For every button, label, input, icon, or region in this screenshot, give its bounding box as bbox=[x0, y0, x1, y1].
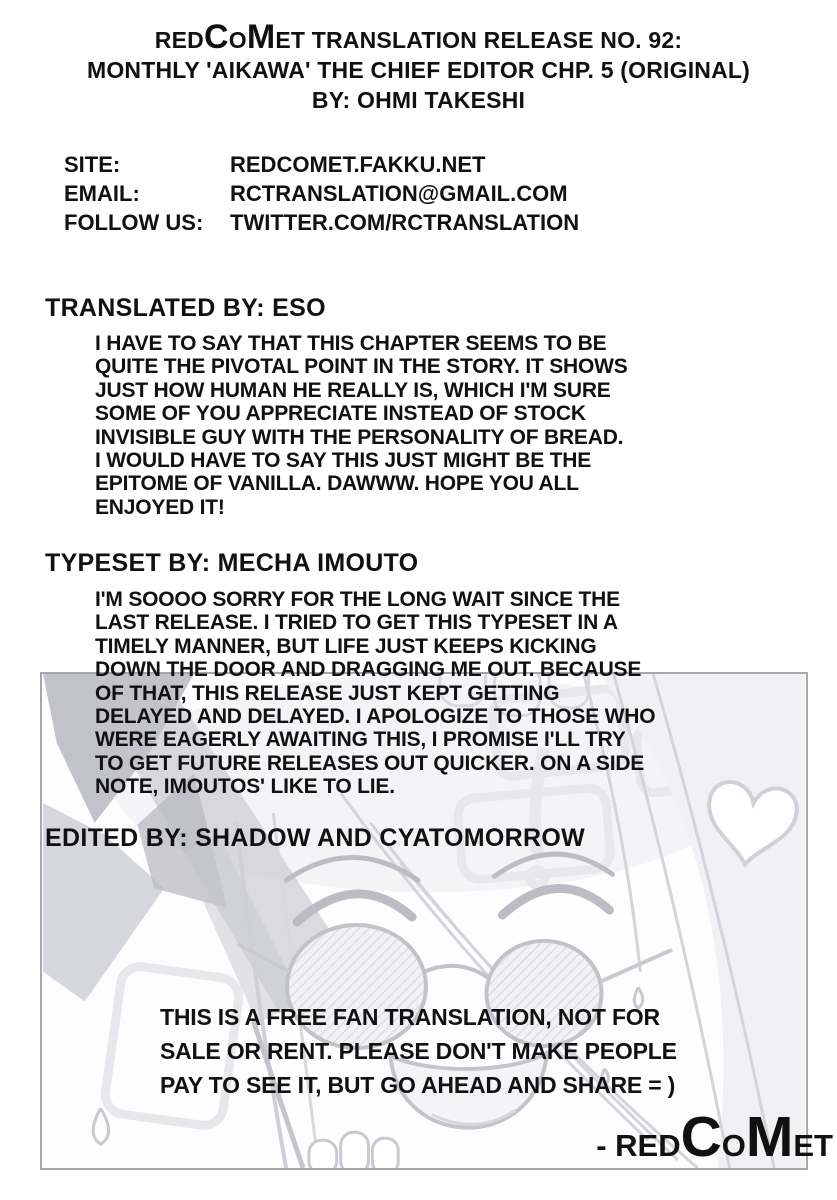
note-line: ENJOYED IT! bbox=[95, 495, 225, 519]
note-line: TO GET FUTURE RELEASES OUT QUICKER. ON A SIDE bbox=[95, 751, 645, 775]
contact-row-site bbox=[64, 150, 579, 179]
note-line: LAST RELEASE. I TRIED TO GET THIS TYPESET IN A bbox=[95, 611, 618, 635]
notice-line: SALE OR RENT. PLEASE DON'T MAKE PEOPLE bbox=[160, 1038, 677, 1064]
note-line: NOTE, IMOUTOS' LIKE TO LIE. bbox=[95, 775, 395, 799]
note-line: WERE EAGERLY AWAITING THIS, I PROMISE I'LL TRY bbox=[95, 728, 626, 752]
release-title-rest: TRANSLATION RELEASE NO. 92: bbox=[305, 27, 683, 53]
series-title-line: MONTHLY 'AIKAWA' THE CHIEF EDITOR CHP. 5 (ORIGINAL) bbox=[86, 57, 751, 83]
note-line: JUST HOW HUMAN HE REALLY IS, WHICH I'M SURE bbox=[95, 378, 611, 402]
note-line: I WOULD HAVE TO SAY THIS JUST MIGHT BE THE bbox=[95, 449, 592, 473]
edited-by-heading: EDITED BY: SHADOW AND CYATOMORROW bbox=[45, 824, 585, 852]
signature-dash: - bbox=[596, 1128, 616, 1163]
notice-line: THIS IS A FREE FAN TRANSLATION, NOT FOR bbox=[160, 1004, 660, 1030]
contact-label: FOLLOW US: bbox=[64, 210, 204, 235]
note-line: I'M SOOOO SORRY FOR THE LONG WAIT SINCE THE bbox=[95, 588, 620, 611]
hand-fingers-bottom bbox=[309, 1132, 398, 1168]
contact-label: EMAIL: bbox=[64, 181, 140, 206]
note-line: DOWN THE DOOR AND DRAGGING ME OUT. BECAUSE bbox=[95, 658, 642, 682]
notice-line: PAY TO SEE IT, BUT GO AHEAD AND SHARE = ) bbox=[160, 1072, 676, 1098]
contact-label: SITE: bbox=[64, 152, 121, 177]
translated-by-heading: TRANSLATED BY: ESO bbox=[45, 294, 326, 322]
author-line: BY: OHMI TAKESHI bbox=[311, 87, 526, 113]
note-line: QUITE THE PIVOTAL POINT IN THE STORY. IT SHOWS bbox=[95, 355, 628, 379]
note-line: SOME OF YOU APPRECIATE INSTEAD OF STOCK bbox=[95, 402, 586, 426]
note-line: DELAYED AND DELAYED. I APOLOGIZE TO THOSE WHO bbox=[95, 705, 656, 729]
twitter-url: TWITTER.COM/RCTRANSLATION bbox=[230, 210, 580, 235]
typesetter-notes bbox=[95, 588, 655, 799]
signature-brand-wordmark: REDCOMET bbox=[615, 1105, 833, 1169]
free-translation-notice bbox=[160, 1000, 677, 1102]
note-line: EPITOME OF VANILLA. DAWWW. HOPE YOU ALL bbox=[95, 472, 579, 496]
brand-wordmark: REDCOMET bbox=[154, 18, 306, 56]
note-line: INVISIBLE GUY WITH THE PERSONALITY OF BREAD. bbox=[95, 425, 624, 449]
typeset-by-heading: TYPESET BY: MECHA IMOUTO bbox=[45, 549, 419, 577]
contact-row-email bbox=[64, 179, 579, 208]
translator-notes bbox=[95, 332, 628, 519]
email-address: RCTRANSLATION@GMAIL.COM bbox=[230, 181, 568, 206]
note-line: OF THAT, THIS RELEASE JUST KEPT GETTING bbox=[95, 681, 560, 705]
contact-list bbox=[64, 150, 579, 237]
contact-row-twitter bbox=[64, 208, 579, 237]
note-line: TIMELY MANNER, BUT LIFE JUST KEEPS KICKING bbox=[95, 634, 597, 658]
signature bbox=[596, 1104, 833, 1170]
release-title-line bbox=[0, 18, 837, 56]
header-title-block bbox=[0, 18, 837, 115]
site-url: REDCOMET.FAKKU.NET bbox=[230, 152, 486, 177]
note-line: I HAVE TO SAY THAT THIS CHAPTER SEEMS TO BE bbox=[95, 332, 607, 355]
